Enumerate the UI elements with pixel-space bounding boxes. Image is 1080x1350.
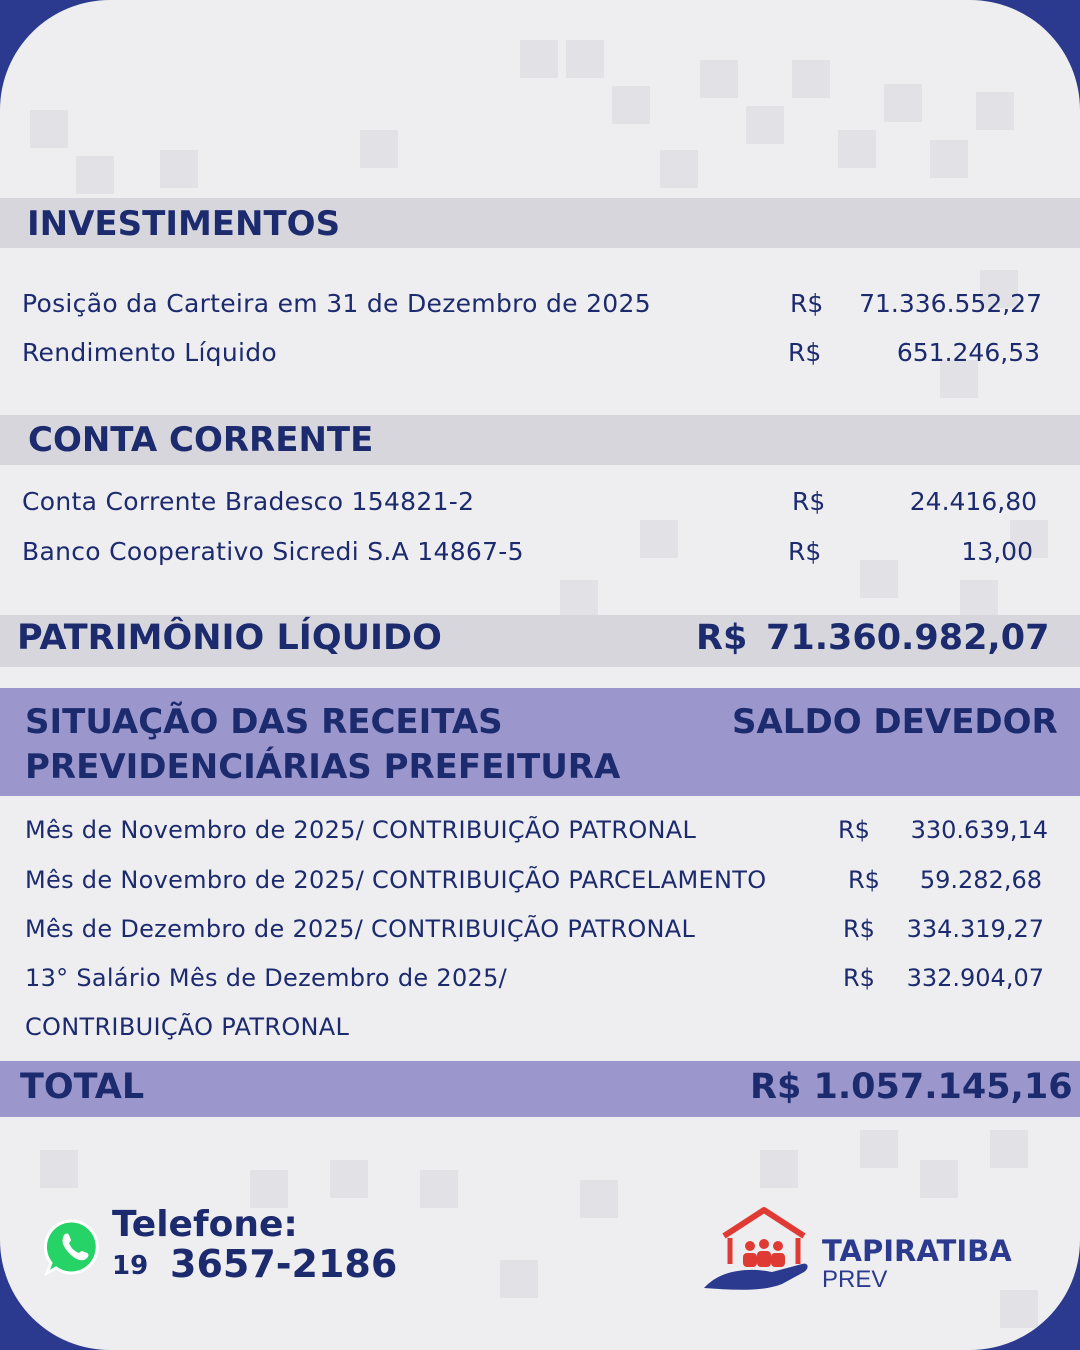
investimento-row-label: Posição da Carteira em 31 de Dezembro de 2025: [22, 289, 651, 318]
conta-row-currency: R$: [792, 487, 826, 516]
receitas-title-line2: PREVIDENCIÁRIAS PREFEITURA: [25, 747, 621, 787]
total-value: R$ 1.057.145,16: [750, 1067, 1073, 1107]
receitas-title-line1: SITUAÇÃO DAS RECEITAS: [25, 702, 503, 742]
conta-row-value: 24.416,80: [909, 487, 1037, 516]
telefone-number[interactable]: 3657-2186: [170, 1242, 398, 1286]
conta-corrente-title: CONTA CORRENTE: [28, 420, 374, 460]
patrimonio-label: PATRIMÔNIO LÍQUIDO: [17, 618, 442, 658]
telefone-area-code: 19: [112, 1251, 149, 1281]
receita-row-value: 332.904,07: [906, 964, 1044, 992]
brand-sub: PREV: [822, 1266, 888, 1293]
conta-row-currency: R$: [788, 537, 822, 566]
brand-name: TAPIRATIBA: [822, 1234, 1012, 1268]
receita-row-label: Mês de Novembro de 2025/ CONTRIBUIÇÃO PATRONAL: [25, 816, 697, 844]
receita-row-label-cont: CONTRIBUIÇÃO PATRONAL: [25, 1013, 350, 1041]
investimento-row-value: 71.336.552,27: [859, 289, 1042, 318]
conta-row-label: Banco Cooperativo Sicredi S.A 14867-5: [22, 537, 524, 566]
investimento-row-value: 651.246,53: [896, 338, 1040, 367]
house-hand-logo: [702, 1206, 814, 1292]
telefone-label: Telefone:: [112, 1204, 298, 1245]
whatsapp-icon[interactable]: [44, 1218, 102, 1276]
investimento-row-currency: R$: [790, 289, 824, 318]
receita-row-label: 13° Salário Mês de Dezembro de 2025/: [25, 964, 508, 992]
receita-row-currency: R$: [843, 915, 875, 943]
receita-row-label: Mês de Dezembro de 2025/ CONTRIBUIÇÃO PATRONAL: [25, 915, 696, 943]
saldo-devedor-label: SALDO DEVEDOR: [732, 702, 1058, 742]
receita-row-value: 59.282,68: [919, 866, 1042, 894]
investimento-row-currency: R$: [788, 338, 822, 367]
conta-row-label: Conta Corrente Bradesco 154821-2: [22, 487, 475, 516]
conta-row-value: 13,00: [961, 537, 1033, 566]
receita-row-currency: R$: [838, 816, 870, 844]
patrimonio-value: 71.360.982,07: [766, 618, 1050, 658]
total-label: TOTAL: [20, 1067, 145, 1107]
investimento-row-label: Rendimento Líquido: [22, 338, 278, 367]
receita-row-currency: R$: [843, 964, 875, 992]
receita-row-value: 334.319,27: [906, 915, 1044, 943]
patrimonio-currency: R$: [696, 618, 748, 658]
investimentos-title: INVESTIMENTOS: [27, 204, 341, 244]
receita-row-label: Mês de Novembro de 2025/ CONTRIBUIÇÃO PARCELAMENTO: [25, 866, 767, 894]
receita-row-currency: R$: [848, 866, 880, 894]
receita-row-value: 330.639,14: [910, 816, 1048, 844]
